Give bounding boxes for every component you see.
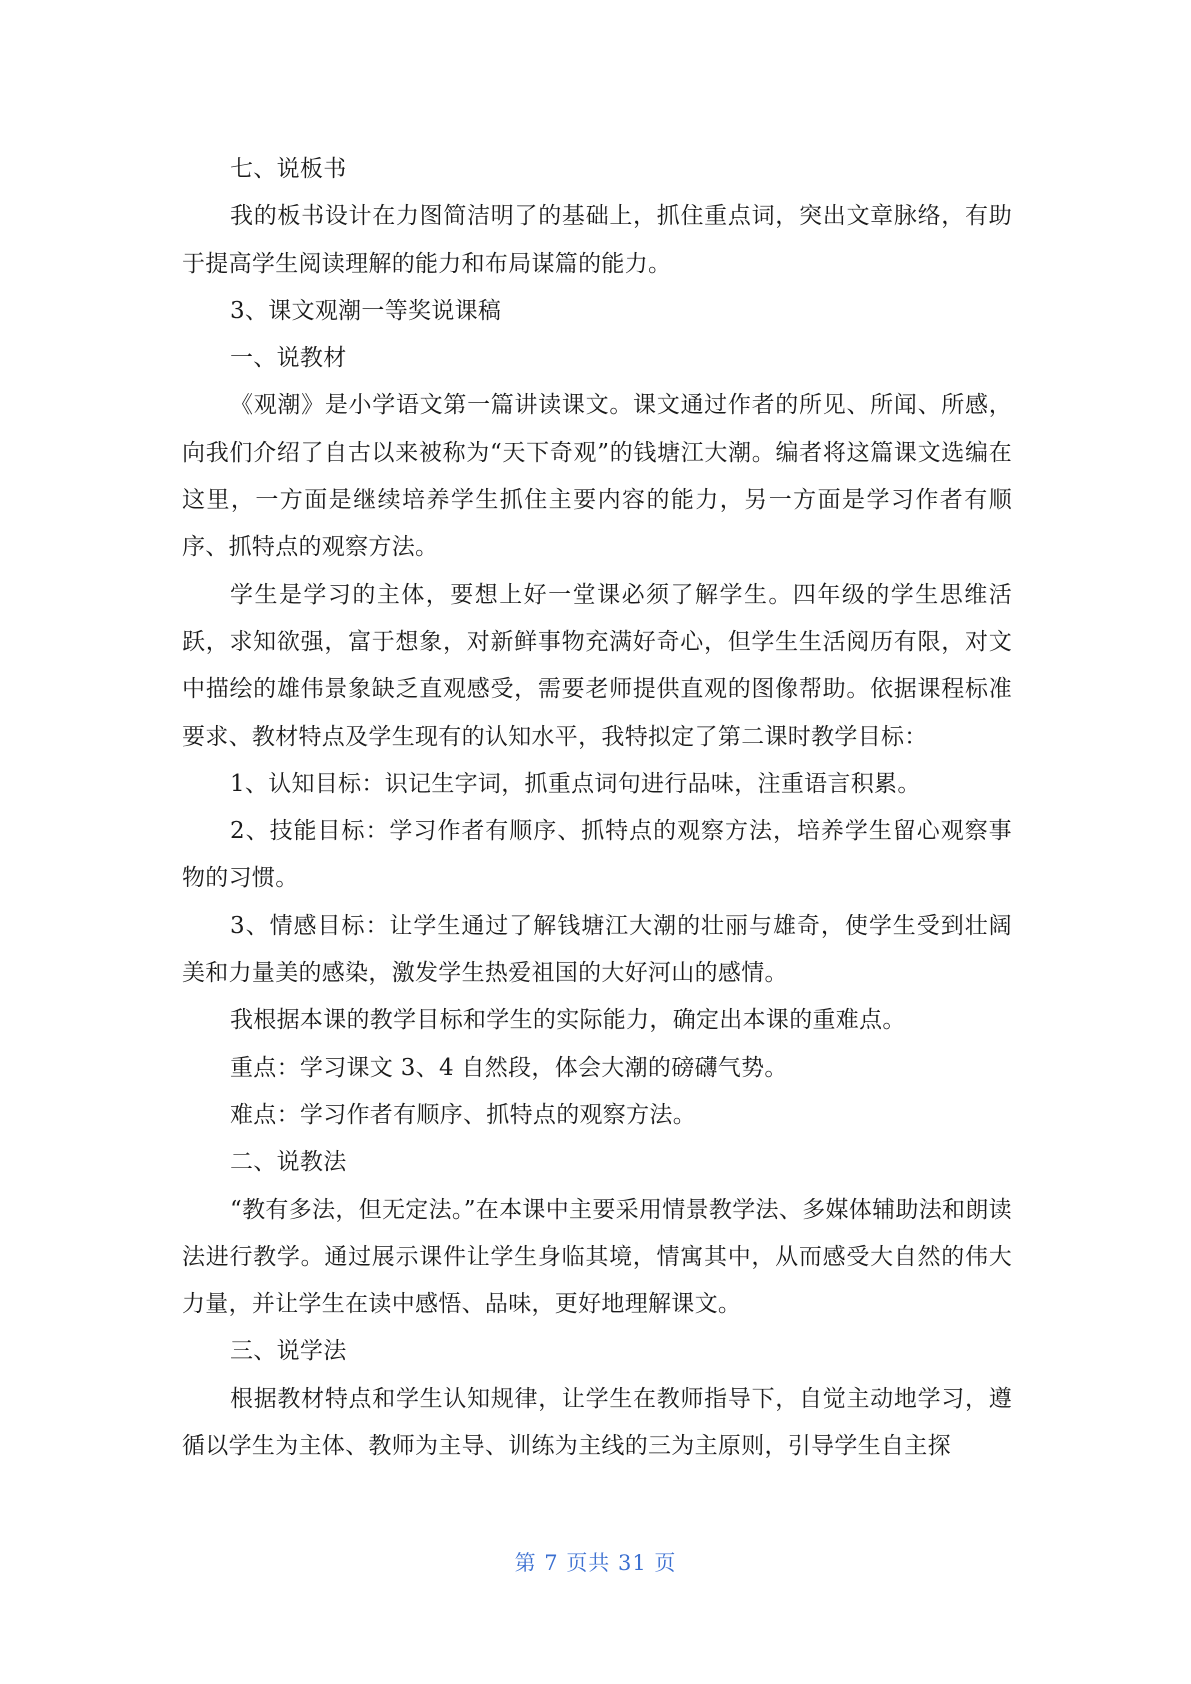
footer-suffix: 页 <box>654 1551 677 1575</box>
document-body <box>182 146 1012 1470</box>
document-title-guanchao: 3、课文观潮一等奖说课稿 <box>230 297 502 324</box>
paragraph-students: 学生是学习的主体，要想上好一堂课必须了解学生。四年级的学生思维活跃，求知欲强，富于想象，对新鲜事物充满好奇心，但学生生活阅历有限，对文中描绘的雄伟景象缺乏直观感受，需要老师提供直观的图像帮助。依据课程标准要求、教材特点及学生现有的认知水平，我特拟定了第二课时教学目标： <box>182 581 1012 750</box>
paragraph-learning-method: 根据教材特点和学生认知规律，让学生在教师指导下，自觉主动地学习，遵循以学生为主体、教师为主导、训练为主线的三为主原则，引导学生自主探 <box>182 1385 1012 1460</box>
page-footer <box>0 1547 1191 1577</box>
paragraph-teaching-method: “教有多法，但无定法。”在本课中主要采用情景教学法、多媒体辅助法和朗读法进行教学。通过展示课件让学生身临其境，情寓其中，从而感受大自然的伟大力量，并让学生在读中感悟、品味，更好地理解课文。 <box>182 1196 1012 1318</box>
section-heading-textbook: 一、说教材 <box>230 345 347 372</box>
footer-prefix: 第 <box>514 1551 537 1575</box>
key-point: 重点：学习课文 3、4 自然段，体会大潮的磅礴气势。 <box>230 1054 788 1081</box>
goal-cognitive: 1、认知目标：识记生字词，抓重点词句进行品味，注重语言积累。 <box>230 770 921 797</box>
paragraph-key-points-intro: 我根据本课的教学目标和学生的实际能力，确定出本课的重难点。 <box>230 1007 906 1034</box>
paragraph-textbook: 《观潮》是小学语文第一篇讲读课文。课文通过作者的所见、所闻、所感，向我们介绍了自古以来被称为“天下奇观”的钱塘江大潮。编者将这篇课文选编在这里，一方面是继续培养学生抓住主要内容的能力，另一方面是学习作者有顺序、抓特点的观察方法。 <box>182 392 1012 561</box>
footer-total-pages: 31 <box>618 1551 647 1575</box>
difficult-point: 难点：学习作者有顺序、抓特点的观察方法。 <box>230 1101 696 1128</box>
section-heading-teaching-method: 二、说教法 <box>230 1149 347 1176</box>
section-heading-learning-method: 三、说学法 <box>230 1338 347 1365</box>
section-heading-board-design: 七、说板书 <box>230 156 347 182</box>
footer-page-number: 7 <box>544 1551 559 1575</box>
goal-skill: 2、技能目标：学习作者有顺序、抓特点的观察方法，培养学生留心观察事物的习惯。 <box>182 818 1012 892</box>
goal-emotion: 3、情感目标：让学生通过了解钱塘江大潮的壮丽与雄奇，使学生受到壮阔美和力量美的感染，激发学生热爱祖国的大好河山的感情。 <box>182 912 1012 987</box>
paragraph-board-design: 我的板书设计在力图简洁明了的基础上，抓住重点词，突出文章脉络，有助于提高学生阅读理解的能力和布局谋篇的能力。 <box>182 203 1012 277</box>
footer-middle: 页共 <box>566 1551 611 1575</box>
